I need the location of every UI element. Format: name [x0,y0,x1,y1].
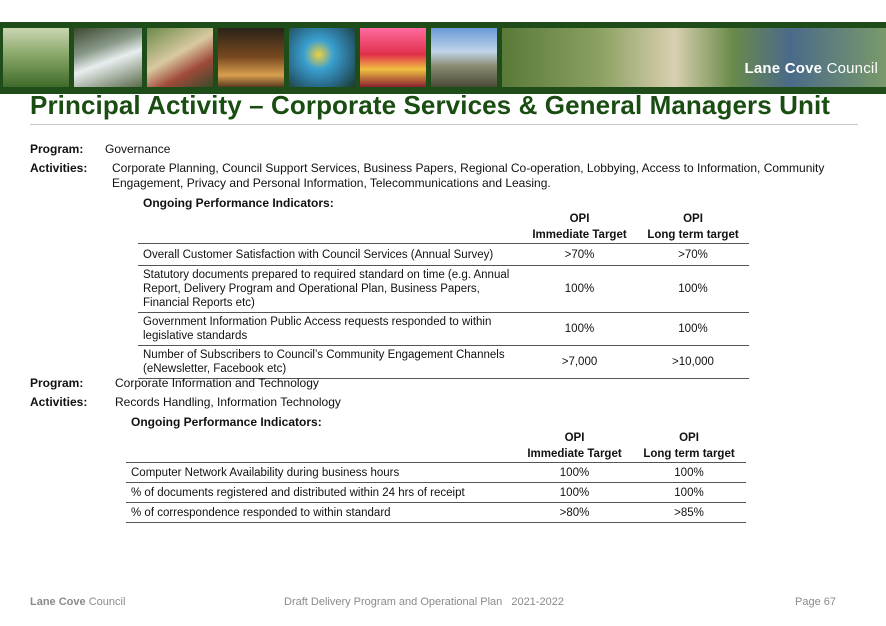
footer-document-title [284,596,564,608]
table-row [126,503,746,523]
outdoor-community-photo [502,28,886,87]
activities-label: Activities: [30,161,88,175]
indicator-cell: Statutory documents prepared to required standard on time (e.g. Annual Report, Delivery Program and Operational Plan, Business Papers, Financial Reports etc) [138,266,522,313]
footer-years: 2021-2022 [511,596,564,608]
long-term-target-cell: 100% [637,266,749,313]
opi-heading: Ongoing Performance Indicators: [143,196,334,210]
long-term-target-cell: >70% [637,244,749,266]
brand-logo [745,60,878,77]
long-term-target-cell: >85% [632,503,746,523]
footer-doc-title: Draft Delivery Program and Operational Plan [284,596,503,608]
table-header [138,211,749,244]
opi-heading: Ongoing Performance Indicators: [131,415,322,429]
immediate-target-cell: >80% [517,503,632,523]
indicator-cell: % of correspondence responded to within standard [126,503,517,523]
indicator-cell: Overall Customer Satisfaction with Council Services (Annual Survey) [138,244,522,266]
immediate-target-cell: >70% [522,244,637,266]
indicator-cell: % of documents registered and distributed within 24 hrs of receipt [126,483,517,503]
column-header-immediate: OPI Immediate Target [532,213,627,241]
long-term-target-cell: 100% [632,463,746,483]
table-row [138,346,749,379]
program-value: Governance [105,142,171,156]
brand-name: Lane Cove [744,60,823,77]
long-term-target-cell: >10,000 [637,346,749,379]
page-title: Principal Activity – Corporate Services & General Managers Unit [30,90,831,120]
footer-org-name: Lane Cove [30,596,86,608]
table-row [126,483,746,503]
waterfall-photo [74,28,142,87]
immediate-target-cell: >7,000 [522,346,637,379]
market-photo [147,28,213,87]
table-row [126,463,746,483]
immediate-target-cell: 100% [517,463,632,483]
building-photo [431,28,497,87]
table-row [138,244,749,266]
immediate-target-cell: 100% [522,266,637,313]
festival-dancer-photo [360,28,426,87]
long-term-target-cell: 100% [637,313,749,346]
table-row [138,266,749,313]
program-label: Program: [30,142,84,156]
footer-org-suffix: Council [88,596,126,608]
immediate-target-cell: 100% [522,313,637,346]
opi-table-information-technology [126,430,746,523]
activities-label: Activities: [30,395,88,409]
footer-org [30,596,125,608]
indicator-cell: Computer Network Availability during business hours [126,463,517,483]
program-label: Program: [30,376,84,390]
title-divider [30,124,858,125]
column-header-immediate: OPI Immediate Target [527,432,622,460]
indicator-cell: Number of Subscribers to Council’s Community Engagement Channels (eNewsletter, Facebook etc) [138,346,522,379]
activities-value: Corporate Planning, Council Support Services, Business Papers, Regional Co-operation, Lobbying, Access to Information, Community Engagement, Privacy and Personal Information, Telecommunications and Leasing. [112,161,825,190]
long-term-target-cell: 100% [632,483,746,503]
activities-value: Records Handling, Information Technology [115,395,341,409]
park-photo [3,28,69,87]
parrot-photo [289,28,355,87]
immediate-target-cell: 100% [517,483,632,503]
page-number: Page 67 [795,596,836,608]
program-value: Corporate Information and Technology [115,376,319,390]
table-header [126,430,746,463]
column-header-long-term: OPI Long term target [647,213,739,241]
table-row [138,313,749,346]
indicator-cell: Government Information Public Access requests responded to within legislative standards [138,313,522,346]
column-header-long-term: OPI Long term target [643,432,735,460]
night-dining-photo [218,28,284,87]
header-banner [0,22,886,94]
brand-suffix: Council [826,60,878,77]
opi-table-governance [138,211,749,379]
